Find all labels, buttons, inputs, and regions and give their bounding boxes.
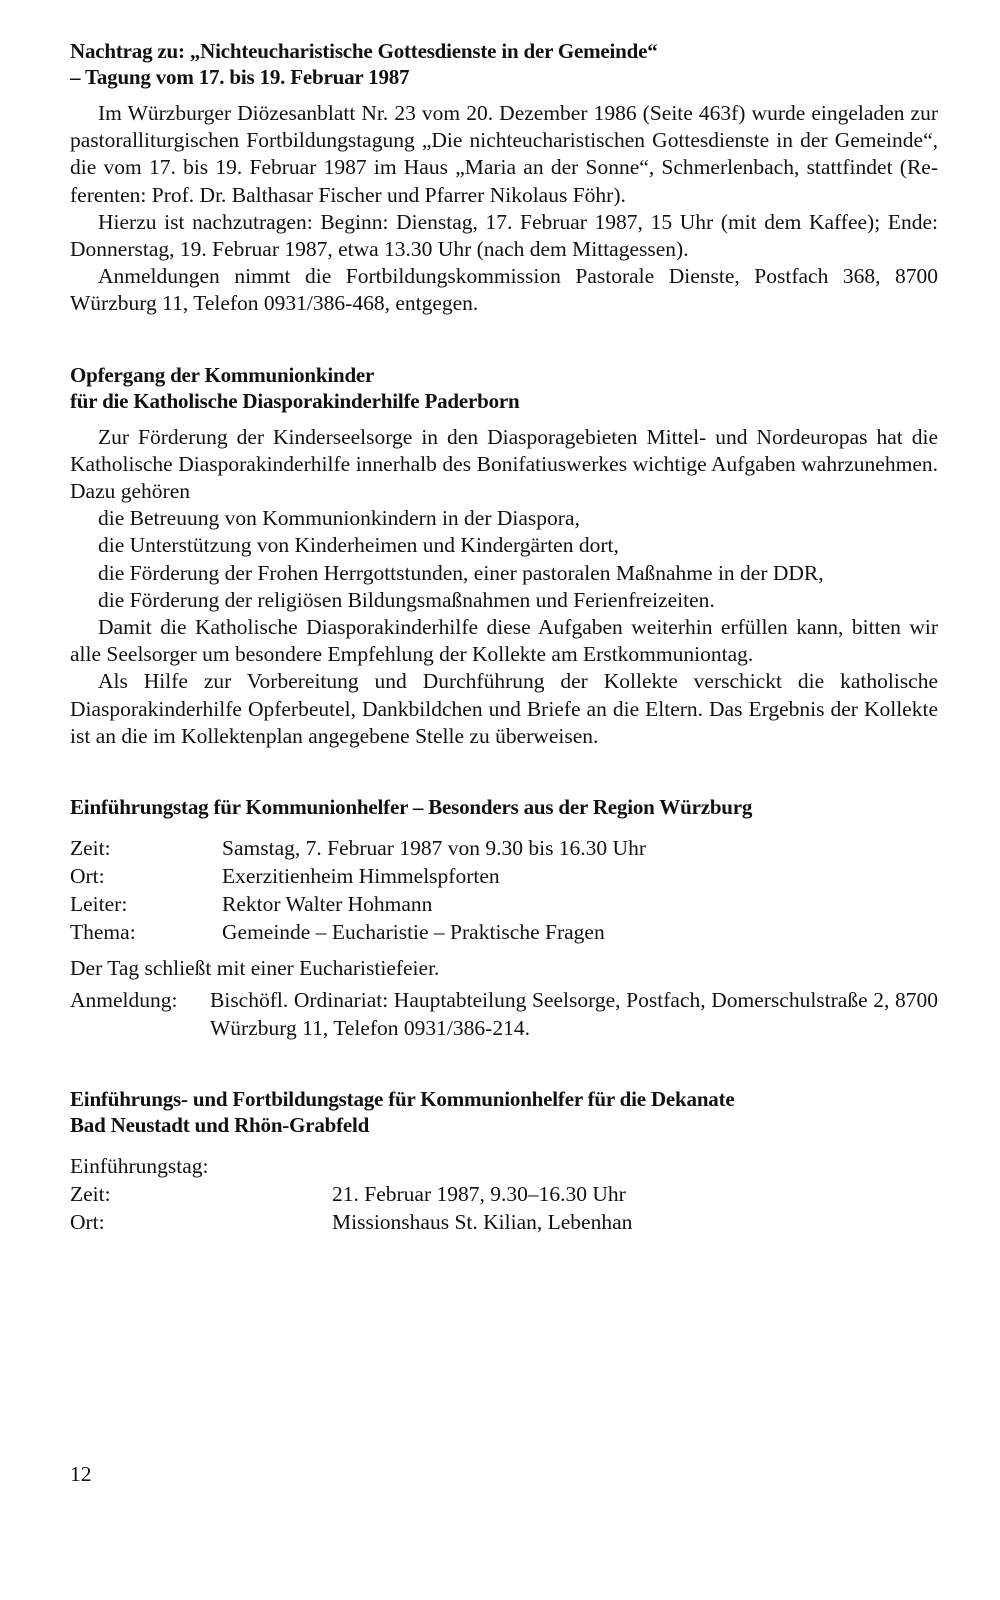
detail-value: 21. Februar 1987, 9.30–16.30 Uhr (332, 1182, 626, 1207)
section-heading (70, 38, 938, 90)
detail-row (70, 1180, 632, 1208)
detail-value: Missionshaus St. Kilian, Lebenhan (332, 1210, 633, 1235)
paragraph: Zur Förderung der Kinderseelsorge in den Diasporagebieten Mittel- und Nordeuropas hat die Katholische Diasporakinderhilfe innerhalb des Bonifatiuswerkes wichtige Aufgaben wahrzunehmen. Dazu gehören (70, 424, 938, 504)
page-number: 12 (70, 1462, 92, 1486)
paragraph: Hierzu ist nachzutragen: Beginn: Dienstag, 17. Februar 1987, 15 Uhr (mit dem Kaffee); Ende: Donnerstag, 19. Februar 1987, etwa 13.30 Uhr (nach dem Mittagessen). (70, 209, 938, 262)
document-page (70, 38, 938, 1236)
section-heading (70, 1086, 938, 1138)
paragraph: Im Würzburger Diözesanblatt Nr. 23 vom 20. Dezember 1986 (Seite 463f) wurde eingeladen zur pastoralliturgischen Fortbildungstagung „Die nichteucharistischen Gottesdienste in der Gemeinde“, die vom 17. bis 19. Februar 1987 im Haus „Maria an der Sonne“, Schmerlenbach, stattfindet (Referenten: Prof. Dr. Balthasar Fischer und Pfarrer Nikolaus Föhr). (70, 101, 938, 207)
detail-row (70, 918, 646, 946)
detail-value: Gemeinde – Eucharistie – Praktische Fragen (222, 920, 605, 945)
detail-label: Leiter: (70, 892, 128, 917)
section-heading (70, 794, 938, 820)
detail-label: Ort: (70, 864, 105, 889)
heading-line: – Tagung vom 17. bis 19. Februar 1987 (70, 65, 410, 89)
heading-line: Bad Neustadt und Rhön-Grabfeld (70, 1113, 370, 1138)
heading-line: für die Katholische Diasporakinderhilfe Paderborn (70, 388, 520, 413)
detail-label: Thema: (70, 920, 136, 945)
detail-row (70, 1208, 632, 1236)
list-item: die Förderung der religiösen Bildungsmaßnahmen und Ferienfreizeiten. (98, 587, 715, 612)
section-einfuehrungstag-wuerzburg (70, 794, 938, 1042)
closing-note: Der Tag schließt mit einer Eucharistiefeier. (70, 956, 440, 981)
heading-line: Nachtrag zu: „Nichteucharistische Gottesdienste in der Gemeinde“ (70, 39, 658, 63)
section-dekanate (70, 1086, 938, 1236)
section-heading (70, 362, 938, 414)
details-table (70, 834, 646, 946)
registration (70, 986, 938, 1042)
heading-line: Einführungstag für Kommunionhelfer – Besonders aus der Region Würzburg (70, 795, 753, 820)
task-list (70, 505, 938, 614)
paragraph: Damit die Katholische Diasporakinderhilfe diese Aufgaben weiterhin erfüllen kann, bitten wir alle Seelsorger um besondere Empfehlung der Kollekte am Erstkommuniontag. (70, 615, 938, 667)
detail-value: Samstag, 7. Februar 1987 von 9.30 bis 16.30 Uhr (222, 836, 646, 861)
detail-row (70, 862, 646, 890)
paragraph: Als Hilfe zur Vorbereitung und Durchführung der Kollekte verschickt die katholische Diasporakinderhilfe Opferbeutel, Dankbildchen und Briefe an die Eltern. Das Ergebnis der Kollekte ist an die im Kollektenplan angegebene Stelle zu überweisen. (70, 669, 938, 748)
section-nachtrag (70, 38, 938, 318)
detail-row (70, 890, 646, 918)
heading-line: Opfergang der Kommunionkinder (70, 362, 375, 387)
registration-label: Anmeldung: (70, 988, 178, 1013)
list-item: die Förderung der Frohen Herrgottstunden, einer pastoralen Maßnahme in der DDR, (98, 560, 824, 585)
list-item: die Betreuung von Kommunionkindern in der Diaspora, (98, 506, 580, 531)
list-item: die Unterstützung von Kinderheimen und Kindergärten dort, (98, 533, 619, 558)
registration-value: Bischöfl. Ordinariat: Hauptabteilung Seelsorge, Postfach, Domerschulstraße 2, 8700 Würzburg 11, Telefon 0931/386-214. (210, 988, 938, 1041)
detail-label: Ort: (70, 1210, 105, 1235)
subheading: Einführungstag: (70, 1154, 209, 1179)
heading-line: Einführungs- und Fortbildungstage für Kommunionhelfer für die Dekanate (70, 1087, 735, 1112)
detail-label: Zeit: (70, 836, 111, 861)
paragraph: Anmeldungen nimmt die Fortbildungskommission Pastorale Dienste, Postfach 368, 8700 Würzburg 11, Telefon 0931/386-468, entgegen. (70, 264, 938, 316)
details-table (70, 1180, 632, 1236)
detail-row (70, 834, 646, 862)
detail-label: Zeit: (70, 1182, 111, 1207)
detail-value: Rektor Walter Hohmann (222, 892, 433, 917)
detail-value: Exerzitienheim Himmelspforten (222, 864, 500, 889)
section-opfergang (70, 362, 938, 750)
